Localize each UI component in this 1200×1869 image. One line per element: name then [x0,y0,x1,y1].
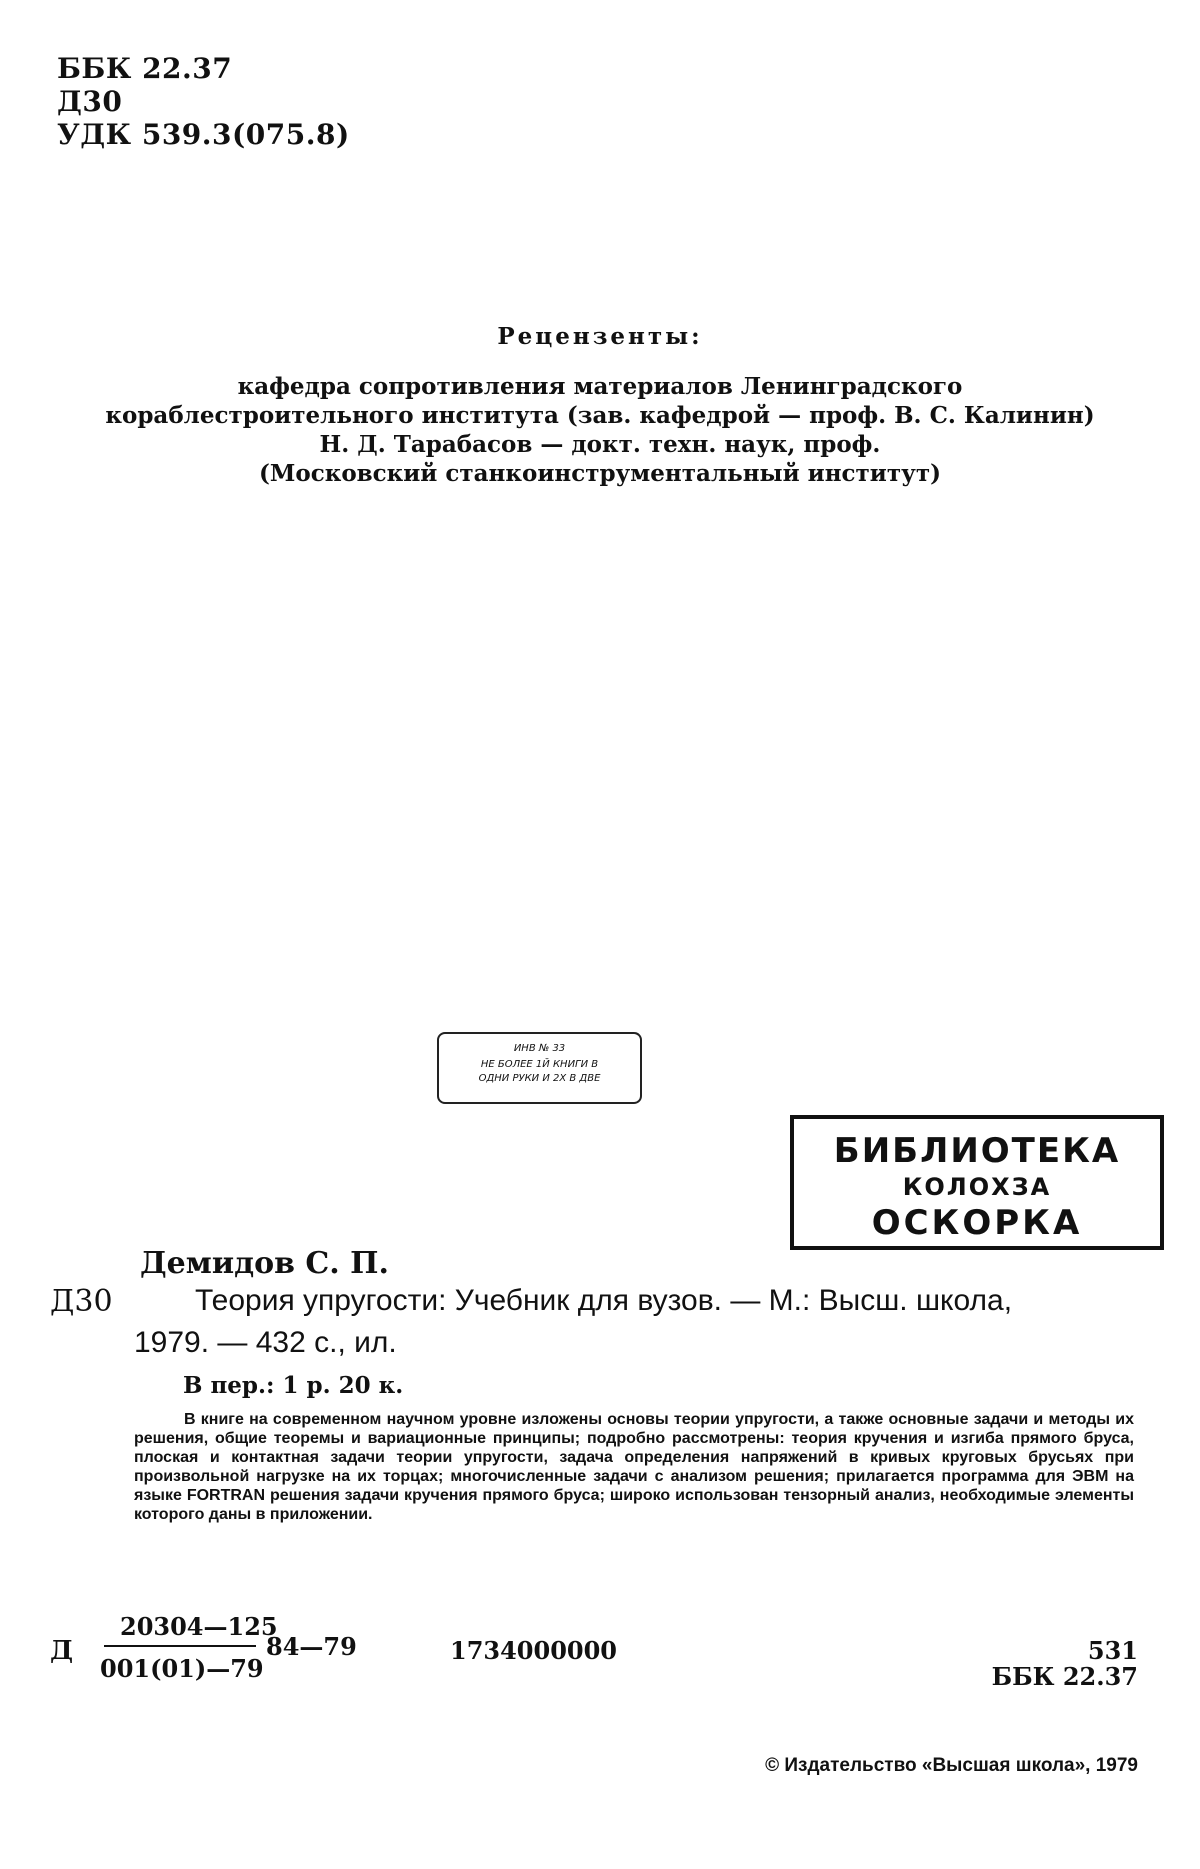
imprint-udc-short: 531 [1087,1636,1138,1665]
inventory-stamp-line: ИНВ № 33 [513,1043,566,1054]
library-stamp-line: КОЛОХЗА [902,1173,1052,1201]
catalog-title-line: 1979. — 432 с., ил. [134,1326,397,1359]
reviewer-line: (Московский станкоинструментальный институт) [259,460,941,487]
imprint-fraction-bottom: 001(01)—79 [100,1654,264,1683]
catalog-price: В пер.: 1 р. 20 к. [183,1372,404,1399]
reviewer-line: Н. Д. Тарабасов — докт. техн. наук, проф. [319,431,881,458]
imprint-bbk: ББК 22.37 [991,1662,1138,1691]
inventory-stamp-line: НЕ БОЛЕЕ 1Й КНИГИ В [480,1059,599,1070]
catalog-code: Д30 [50,1284,113,1319]
reviewers-list [0,372,1200,488]
reviewers-heading: Рецензенты: [497,323,703,350]
author-code: Д30 [57,85,123,118]
fraction-divider [104,1645,256,1647]
reviewer-line: кораблестроительного института (зав. кафедрой — проф. В. С. Калинин) [105,402,1095,429]
book-abstract: В книге на современном научном уровне изложены основы теории упругости, а также основные задачи и методы их решения, общие теоремы и вариационные принципы; подробно рассмотрены: теория кручения и изгиба прямого бруса, плоская и контактная задачи теории упругости, задача определения напряжений в кривых круговых брусьях при произвольной нагрузке на их торцах; многочисленные задачи с анализом решения; прилагается программа для ЭВМ на языке FORTRAN решения задачи кручения прямого бруса; широко использован тензорный анализ, необходимые элементы которого даны в приложении. [134,1411,1134,1523]
imprint-fraction-top: 20304—125 [120,1612,278,1641]
classification-block [57,52,350,151]
udk-index: УДК 539.3(075.8) [57,118,350,151]
inventory-stamp-line: ОДНИ РУКИ И 2Х В ДВЕ [478,1073,601,1084]
catalog-author: Демидов С. П. [140,1246,389,1281]
library-stamp [790,1115,1164,1250]
library-stamp-line: ОСКОРКА [871,1203,1083,1243]
imprint-fraction-suffix: 84—79 [266,1632,357,1661]
reviewer-line: кафедра сопротивления материалов Ленинградского [237,373,963,400]
imprint-number: 1734000000 [450,1636,617,1665]
bbk-index: ББК 22.37 [57,52,233,85]
copyright-notice: © Издательство «Высшая школа», 1979 [765,1755,1138,1776]
imprint-letter: Д [50,1636,74,1666]
library-stamp-line: БИБЛИОТЕКА [833,1131,1121,1171]
catalog-title-line: Теория упругости: Учебник для вузов. — М.: Высш. школа, [195,1284,1013,1317]
inventory-stamp [437,1032,642,1104]
